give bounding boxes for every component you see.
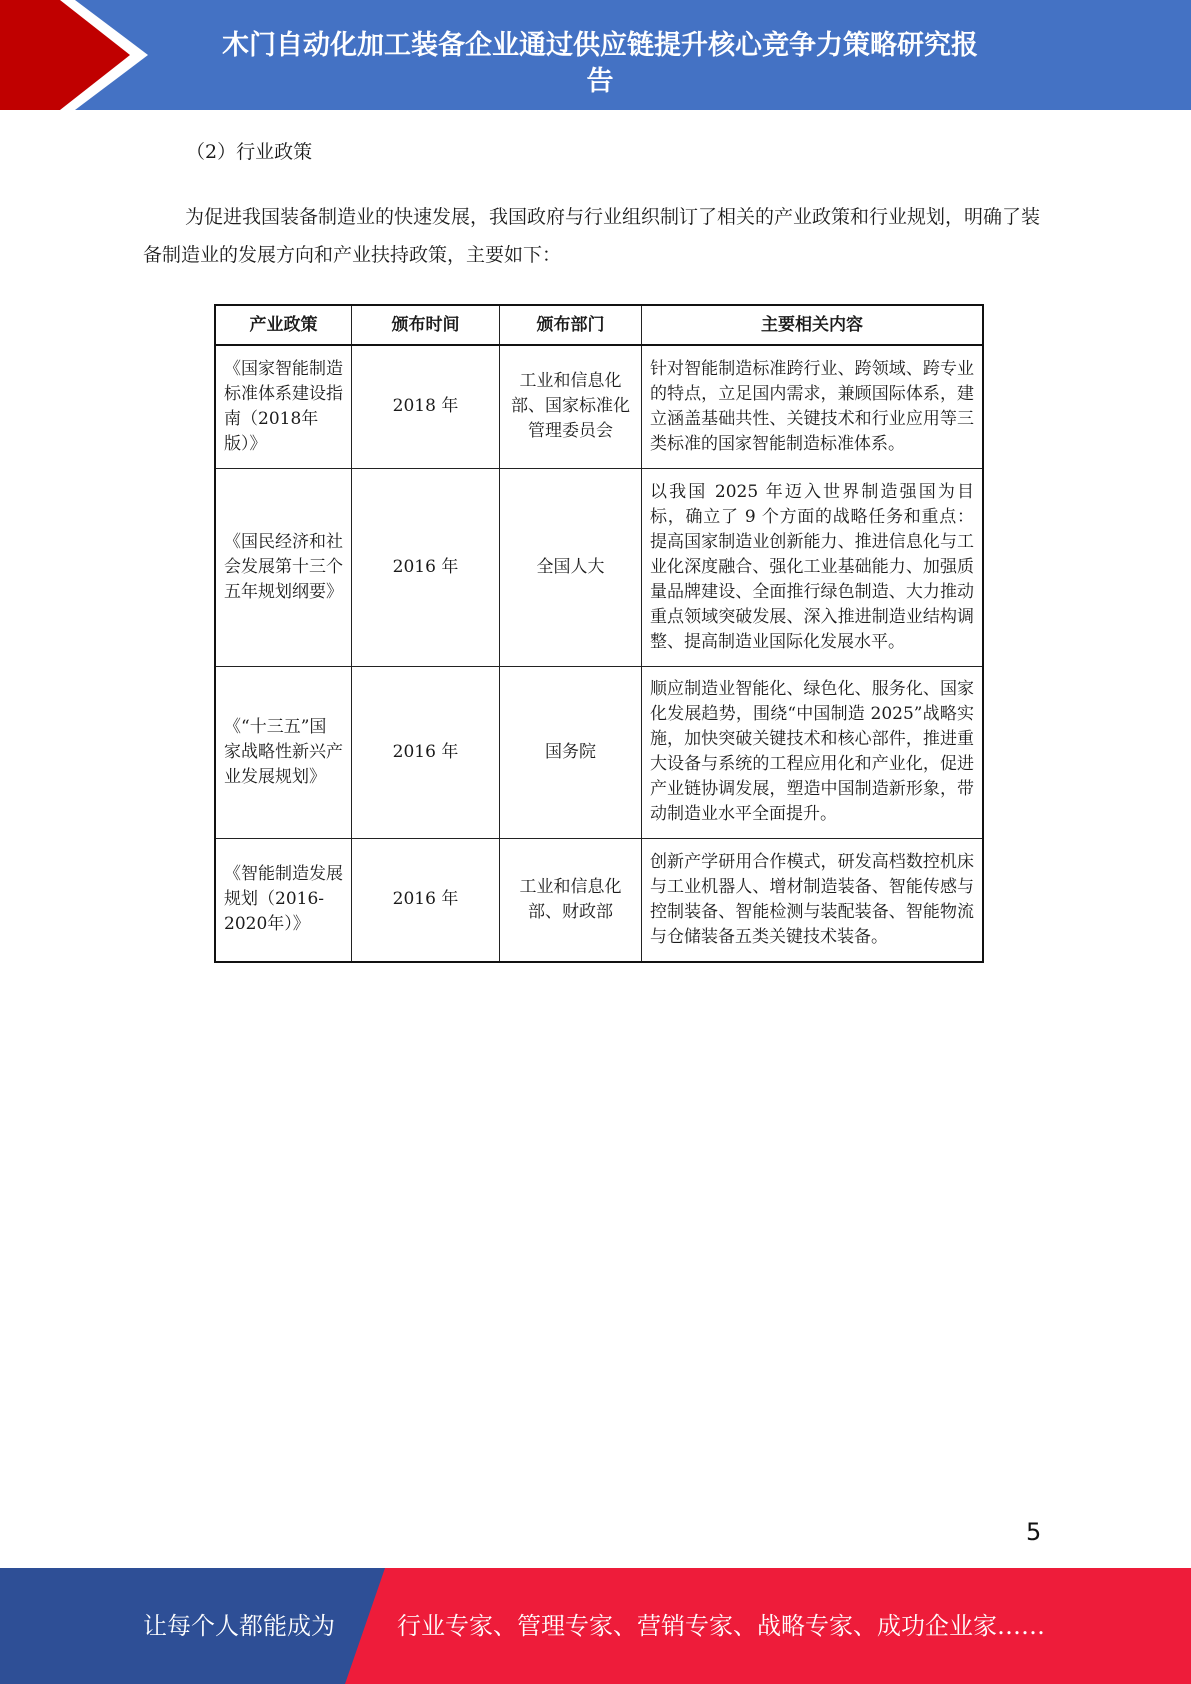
department-cell: 全国人大 xyxy=(500,468,642,666)
section-heading: （2）行业政策 xyxy=(186,141,313,163)
intro-paragraph: 为促进我国装备制造业的快速发展，我国政府与行业组织制订了相关的产业政策和行业规划，明确了装备制造业的发展方向和产业扶持政策，主要如下： xyxy=(143,206,1041,266)
policy-name-cell: 《智能制造发展规划（2016-2020年）》 xyxy=(215,838,352,962)
policy-name-cell: 《“十三五”国家战略性新兴产业发展规划》 xyxy=(215,666,352,838)
page-footer xyxy=(0,1568,1191,1684)
year-cell: 2018 年 xyxy=(352,345,500,468)
department-cell: 国务院 xyxy=(500,666,642,838)
year-cell: 2016 年 xyxy=(352,468,500,666)
column-header-year: 颁布时间 xyxy=(352,305,500,345)
content-cell: 顺应制造业智能化、绿色化、服务化、国家化发展趋势，围绕“中国制造 2025”战略实施，加快突破关键技术和核心部件，推进重大设备与系统的工程应用化和产业化，促进产业链协调发展，塑造中国制造新形象，带动制造业水平全面提升。 xyxy=(642,666,984,838)
column-header-content: 主要相关内容 xyxy=(642,305,984,345)
content-cell: 创新产学研用合作模式，研发高档数控机床与工业机器人、增材制造装备、智能传感与控制装备、智能检测与装配装备、智能物流与仓储装备五类关键技术装备。 xyxy=(642,838,984,962)
report-title-line-2: 告 xyxy=(586,66,614,97)
report-title xyxy=(170,28,1030,100)
table-row xyxy=(215,345,983,468)
table-row xyxy=(215,838,983,962)
department-cell: 工业和信息化部、国家标准化管理委员会 xyxy=(500,345,642,468)
footer-slogan-right: 行业专家、管理专家、营销专家、战略专家、成功企业家…… xyxy=(397,1612,1045,1640)
content-cell: 针对智能制造标准跨行业、跨领域、跨专业的特点，立足国内需求，兼顾国际体系，建立涵盖基础共性、关键技术和行业应用等三类标准的国家智能制造标准体系。 xyxy=(642,345,984,468)
column-header-policy: 产业政策 xyxy=(215,305,352,345)
footer-slogan-left: 让每个人都能成为 xyxy=(143,1612,335,1640)
page-header xyxy=(0,0,1191,110)
report-title-line-1: 木门自动化加工装备企业通过供应链提升核心竞争力策略研究报 xyxy=(222,30,978,61)
policy-name-cell: 《国民经济和社会发展第十三个五年规划纲要》 xyxy=(215,468,352,666)
header-chevron-decoration xyxy=(0,0,160,110)
table-row xyxy=(215,666,983,838)
content-cell: 以我国 2025 年迈入世界制造强国为目标，确立了 9 个方面的战略任务和重点：提高国家制造业创新能力、推进信息化与工业化深度融合、强化工业基础能力、加强质量品牌建设、全面推行绿色制造、大力推动重点领域突破发展、深入推进制造业结构调整、提高制造业国际化发展水平。 xyxy=(642,468,984,666)
year-cell: 2016 年 xyxy=(352,666,500,838)
page-number: 5 xyxy=(1026,1518,1042,1546)
policy-table xyxy=(214,304,984,963)
year-cell: 2016 年 xyxy=(352,838,500,962)
department-cell: 工业和信息化部、财政部 xyxy=(500,838,642,962)
table-row xyxy=(215,468,983,666)
policy-name-cell: 《国家智能制造标准体系建设指南（2018年版）》 xyxy=(215,345,352,468)
column-header-department: 颁布部门 xyxy=(500,305,642,345)
table-header-row xyxy=(215,305,983,345)
